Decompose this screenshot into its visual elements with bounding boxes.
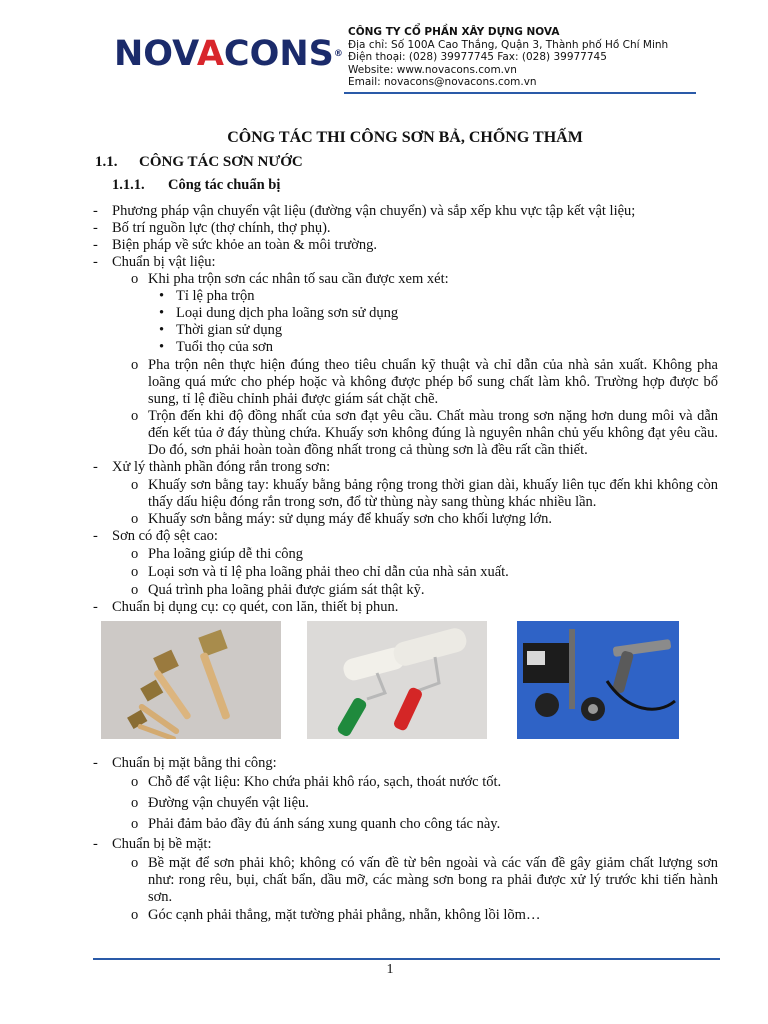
dash-marker: -	[93, 599, 98, 615]
dash-marker: -	[93, 203, 98, 219]
list-item: Chuẩn bị vật liệu:	[112, 254, 216, 270]
list-item: Chuẩn bị mặt bằng thi công:	[112, 755, 277, 771]
paint-sprayer-image	[517, 621, 679, 739]
list-item: Khi pha trộn sơn các nhân tố sau cần được xem xét:	[148, 271, 449, 287]
dash-marker: -	[93, 755, 98, 771]
list-item: Quá trình pha loãng phải được giám sát thật kỹ.	[148, 582, 425, 598]
list-item: Phải đảm bảo đầy đủ ánh sáng xung quanh cho công tác này.	[148, 816, 501, 832]
bullet-marker: •	[159, 288, 165, 304]
circle-marker: o	[131, 774, 139, 790]
list-item: Loại dung dịch pha loãng sơn sử dụng	[176, 305, 399, 321]
circle-marker: o	[131, 855, 139, 871]
bullet-marker: •	[159, 339, 165, 355]
company-website[interactable]: Website: www.novacons.com.vn	[348, 63, 517, 76]
list-item: Chỗ để vật liệu: Kho chứa phải khô ráo, sạch, thoát nước tốt.	[148, 774, 502, 790]
circle-marker: o	[131, 564, 139, 580]
subsection-heading: 1.1.1. Công tác chuẩn bị	[112, 177, 281, 193]
list-item: Chuẩn bị dụng cụ: cọ quét, con lăn, thiết bị phun.	[112, 599, 399, 615]
dash-marker: -	[93, 237, 98, 253]
dash-marker: -	[93, 254, 98, 270]
bullet-marker: •	[159, 322, 165, 338]
paint-rollers-image	[307, 621, 487, 739]
bullet-marker: •	[159, 305, 165, 321]
company-name: CÔNG TY CỔ PHẦN XÂY DỰNG NOVA	[348, 26, 560, 38]
company-phone: Điện thoại: (028) 39977745 Fax: (028) 39977745	[348, 51, 607, 63]
list-item: Trộn đến khi độ đồng nhất của sơn đạt yêu cầu. Chất màu trong sơn nặng hơn dung môi và dẫn đến kết tủa ở đáy thùng chứa. Khuấy sơn không đúng là nguyên nhân chủ yếu không đạt yêu cầu. Do đó, sơn phải hoàn toàn đồng nhất trong cả thùng sơn là đều rất cần thiết.	[148, 408, 718, 458]
list-item: Tỉ lệ pha trộn	[176, 288, 255, 304]
list-item: Biện pháp về sức khỏe an toàn & môi trường.	[112, 237, 378, 253]
header-rule	[344, 92, 696, 94]
dash-marker: -	[93, 528, 98, 544]
circle-marker: o	[131, 477, 139, 493]
list-item: Khuấy sơn bằng máy: sử dụng máy để khuấy sơn cho khối lượng lớn.	[148, 511, 553, 527]
dash-marker: -	[93, 459, 98, 475]
list-item: Bố trí nguồn lực (thợ chính, thợ phụ).	[112, 220, 331, 236]
list-item: Phương pháp vận chuyển vật liệu (đường vận chuyển) và sắp xếp khu vực tập kết vật liệu;	[112, 203, 636, 219]
circle-marker: o	[131, 271, 139, 287]
list-item: Góc cạnh phải thẳng, mặt tường phải phẳng, nhẵn, không lồi lõm…	[148, 907, 541, 923]
dash-marker: -	[93, 836, 98, 852]
list-item: Chuẩn bị bề mặt:	[112, 836, 212, 852]
company-address: Địa chỉ: Số 100A Cao Thắng, Quận 3, Thành phố Hồ Chí Minh	[348, 38, 669, 51]
circle-marker: o	[131, 816, 139, 832]
list-item: Pha trộn nên thực hiện đúng theo tiêu chuẩn kỹ thuật và chỉ dẫn của nhà sản xuất. Không pha loãng quá mức cho phép hoặc và không được phép bổ sung chất làm khô. Trường hợp được bổ sung, tỉ lệ điều chỉnh phải được giám sát chặt chẽ.	[148, 357, 718, 407]
circle-marker: o	[131, 795, 139, 811]
page-number: 1	[386, 962, 394, 977]
list-item: Xử lý thành phần đóng rắn trong sơn:	[112, 459, 331, 475]
circle-marker: o	[131, 546, 139, 562]
list-item: Tuổi thọ của sơn	[176, 339, 273, 355]
paint-brushes-image	[101, 621, 281, 739]
list-item: Sơn có độ sệt cao:	[112, 528, 218, 544]
footer-rule	[93, 958, 720, 960]
list-item: Loại sơn và tỉ lệ pha loãng phải theo chỉ dẫn của nhà sản xuất.	[148, 564, 509, 580]
section-heading: 1.1. CÔNG TÁC SƠN NƯỚC	[95, 154, 303, 170]
circle-marker: o	[131, 408, 139, 424]
dash-marker: -	[93, 220, 98, 236]
company-email[interactable]: Email: novacons@novacons.com.vn	[348, 76, 537, 88]
page-header	[0, 0, 768, 100]
list-item: Thời gian sử dụng	[176, 322, 283, 338]
list-item: Pha loãng giúp dễ thi công	[148, 546, 304, 562]
list-item: Đường vận chuyển vật liệu.	[148, 795, 309, 811]
novacons-logo: NOVACONS®	[114, 34, 343, 74]
document-title: CÔNG TÁC THI CÔNG SƠN BẢ, CHỐNG THẤM	[227, 129, 583, 146]
company-info	[348, 26, 668, 89]
list-item: Bề mặt để sơn phải khô; không có vấn đề từ bên ngoài và các vấn đề gây giảm chất lượng sơn như: rong rêu, bụi, chất bẩn, dầu mỡ, các màng sơn bong ra phải được xử lý trước khi tiến hành sơn.	[148, 855, 718, 905]
circle-marker: o	[131, 582, 139, 598]
list-item: Khuấy sơn bằng tay: khuấy bằng bảng rộng trong thời gian dài, khuấy liên tục đến khi không còn thấy dấu hiệu đóng rắn trong sơn, đổ từ thùng này sang thùng khác nhiều lần.	[148, 477, 718, 510]
circle-marker: o	[131, 907, 139, 923]
circle-marker: o	[131, 357, 139, 373]
circle-marker: o	[131, 511, 139, 527]
